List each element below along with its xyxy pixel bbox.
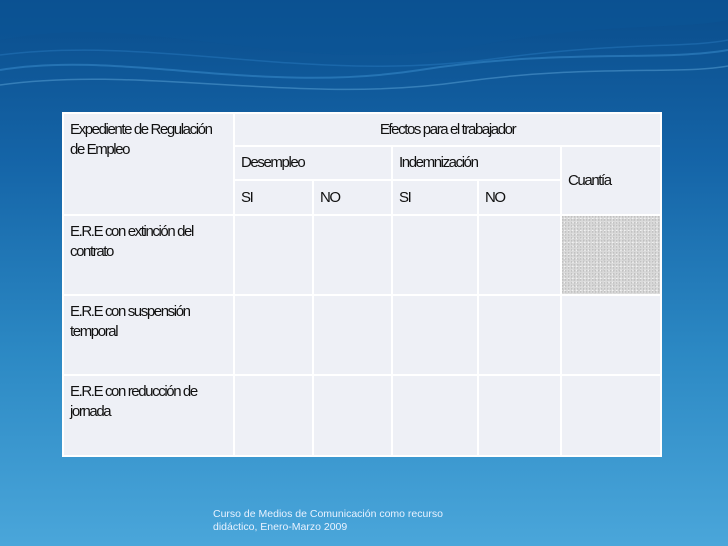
background-wave-decoration [0, 0, 728, 110]
footer-line-2: didáctico, Enero-Marzo 2009 [213, 521, 348, 533]
table-row [63, 295, 661, 375]
table-cell [313, 375, 392, 456]
table-cell [234, 295, 313, 375]
shaded-cell [561, 215, 661, 295]
desempleo-si-header: SI [234, 180, 313, 215]
table-cell [392, 295, 478, 375]
table-cell [392, 375, 478, 456]
table-row [63, 375, 661, 456]
indemnizacion-header-cell: Indemnización [392, 146, 561, 180]
table-cell [561, 375, 661, 456]
indemnizacion-no-header: NO [478, 180, 561, 215]
footer-line-1: Curso de Medios de Comunicación como recurso [213, 508, 443, 520]
table-cell [234, 215, 313, 295]
table-cell [478, 215, 561, 295]
table-cell [478, 375, 561, 456]
row-label-extincion: E.R.E con extinción del contrato [63, 215, 234, 295]
table-row [63, 215, 661, 295]
effects-header-cell: Efectos para el trabajador [234, 113, 661, 146]
desempleo-header-cell: Desempleo [234, 146, 392, 180]
table-cell [478, 295, 561, 375]
table-cell [234, 375, 313, 456]
cuantia-header-cell: Cuantía [561, 146, 661, 215]
row-label-suspension: E.R.E con suspensión temporal [63, 295, 234, 375]
table-cell [561, 295, 661, 375]
indemnizacion-si-header: SI [392, 180, 478, 215]
corner-header-cell: Expediente de Regulación de Empleo [63, 113, 234, 215]
slide-footer [213, 508, 513, 534]
table-cell [313, 295, 392, 375]
row-label-reduccion: E.R.E con reducción de jornada [63, 375, 234, 456]
ere-effects-table [62, 112, 660, 455]
desempleo-no-header: NO [313, 180, 392, 215]
table-cell [392, 215, 478, 295]
table-cell [313, 215, 392, 295]
